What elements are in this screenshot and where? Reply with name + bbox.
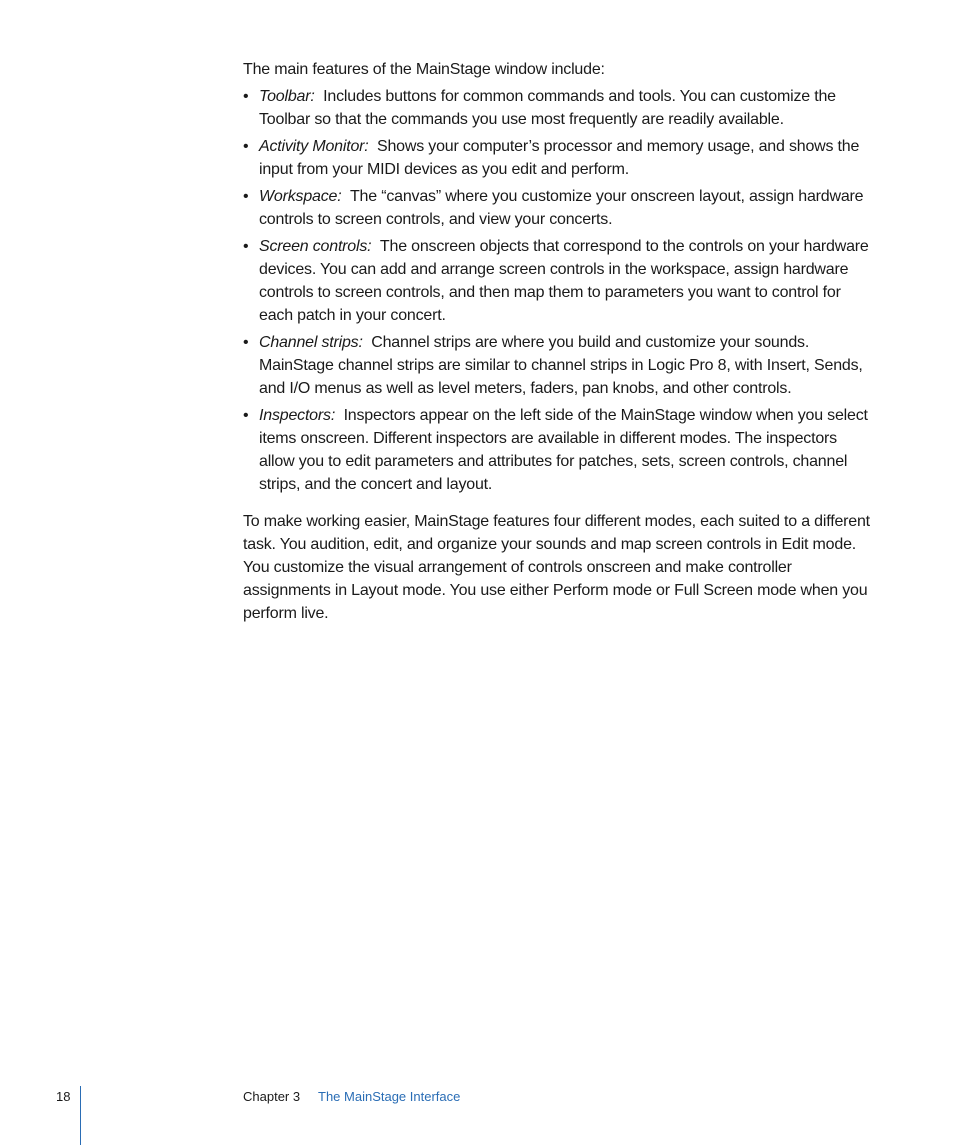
list-item-inspectors (243, 404, 873, 496)
feature-description: Inspectors appear on the left side of the MainStage window when you select items onscreen. Different inspectors are available in different modes. The inspectors allow you to edit parameters and attributes for patches, sets, screen controls, channel strips, and the concert and layout. (259, 407, 868, 493)
bullet: • (243, 238, 249, 255)
feature-description: The “canvas” where you customize your onscreen layout, assign hardware controls to screen controls, and view your concerts. (259, 188, 864, 228)
footer-divider (80, 1086, 81, 1145)
feature-term: Workspace: (259, 188, 342, 205)
feature-term: Channel strips: (259, 334, 363, 351)
list-item-workspace (243, 185, 873, 231)
features-list (243, 85, 873, 496)
list-item-activity-monitor (243, 135, 873, 181)
feature-description: Channel strips are where you build and customize your sounds. MainStage channel strips are similar to channel strips in Logic Pro 8, with Insert, Sends, and I/O menus as well as level meters, faders, pan knobs, and other controls. (259, 334, 863, 397)
intro-paragraph: The main features of the MainStage window include: (243, 61, 605, 78)
feature-description: Shows your computer’s processor and memory usage, and shows the input from your MIDI devices as you edit and perform. (259, 138, 860, 178)
feature-term: Activity Monitor: (259, 138, 369, 155)
page-number: 18 (56, 1089, 71, 1104)
bullet: • (243, 334, 249, 351)
chapter-title-link[interactable]: The MainStage Interface (318, 1089, 461, 1104)
feature-term: Toolbar: (259, 88, 315, 105)
feature-term: Inspectors: (259, 407, 336, 424)
body-content (243, 58, 873, 625)
list-item-screen-controls (243, 235, 873, 327)
bullet: • (243, 188, 249, 205)
list-item-channel-strips (243, 331, 873, 400)
feature-term: Screen controls: (259, 238, 372, 255)
bullet: • (243, 138, 249, 155)
chapter-label: Chapter 3 (243, 1089, 301, 1104)
modes-paragraph: To make working easier, MainStage features four different modes, each suited to a different task. You audition, edit, and organize your sounds and map screen controls in Edit mode. You customize the visual arrangement of controls onscreen and make controller assignments in Layout mode. You use either Perform mode or Full Screen mode when you perform live. (243, 513, 870, 622)
list-item-toolbar (243, 85, 873, 131)
bullet: • (243, 407, 249, 424)
feature-description: Includes buttons for common commands and tools. You can customize the Toolbar so that the commands you use most frequently are readily available. (259, 88, 836, 128)
bullet: • (243, 88, 249, 105)
feature-description: The onscreen objects that correspond to the controls on your hardware devices. You can add and arrange screen controls in the workspace, assign hardware controls to screen controls, and then map them to parameters you want to control for each patch in your concert. (259, 238, 869, 324)
